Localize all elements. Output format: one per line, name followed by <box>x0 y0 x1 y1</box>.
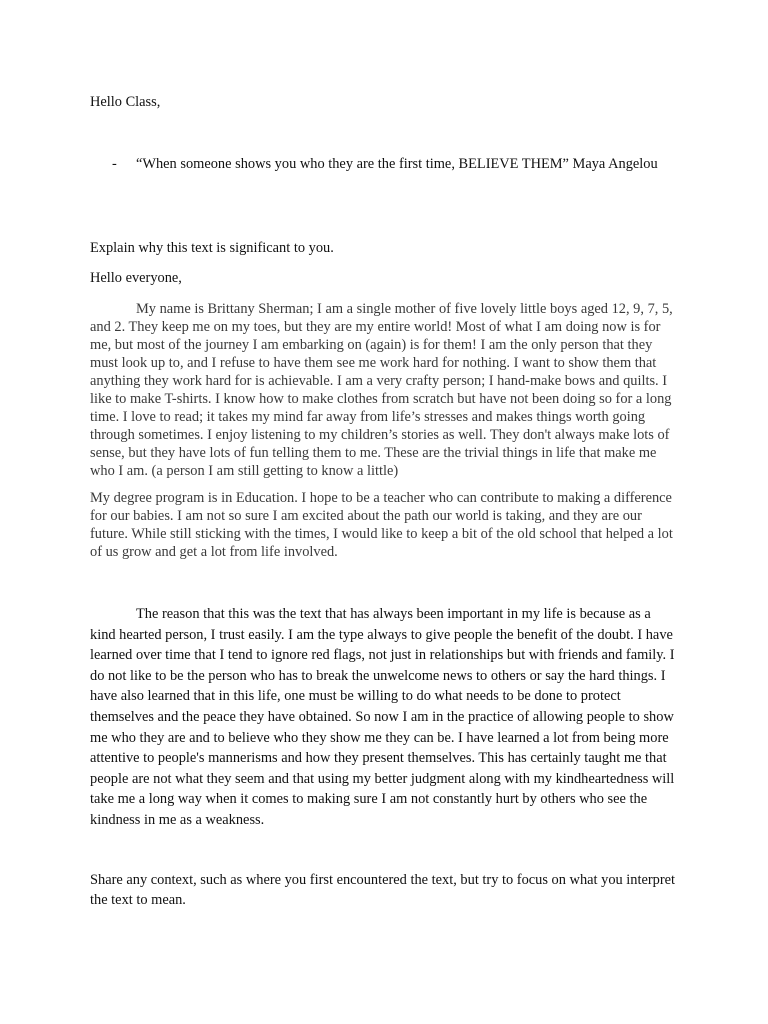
quote-list-item <box>90 154 678 175</box>
degree-paragraph: My degree program is in Education. I hope to be a teacher who can contribute to making a difference for our babies. I am not so sure I am excited about the path our world is taking, and they are our future. While still sticking with the times, I would like to keep a bit of the old school that helped a lot of us grow and get a lot from life involved. <box>90 490 673 560</box>
prompt-context: Share any context, such as where you first encountered the text, but try to focus on what you interpret the text to mean. <box>90 872 676 908</box>
prompt-explain: Explain why this text is significant to you. <box>90 240 334 256</box>
greeting: Hello Class, <box>90 94 161 110</box>
reason-paragraph: The reason that this was the text that has always been important in my life is because as a kind hearted person, I trust easily. I am the type always to give people the benefit of the doubt. I have learned over time that I tend to ignore red flags, not just in relationships but with friends and family. I do not like to be the person who has to break the unwelcome news to others or say the hard things. I have also learned that in this life, one must be willing to do what needs to be done to protect themselves and the peace they have obtained. So now I am in the practice of allowing people to show me who they are and to believe who they show me they can be. I have learned a lot from being more attentive to people's mannerisms and how they present themselves. This has certainly taught me that people are not what they seem and that using my better judgment along with my kindheartedness will take me a long way when it comes to making sure I am not constantly hurt by others who see the kindness in me as a weakness. <box>90 606 675 828</box>
salutation: Hello everyone, <box>90 270 182 286</box>
intro-paragraph: My name is Brittany Sherman; I am a single mother of five lovely little boys aged 12, 9, 7, 5, and 2. They keep me on my toes, but they are my entire world! Most of what I am doing now is for me, but most of the journey I am embarking on (again) is for them! I am the only person that they must look up to, and I refuse to have them see me work hard for nothing. I want to show them that anything they work hard for is achievable. I am a very crafty person; I hand-make bows and quilts. I like to make T-shirts. I know how to make clothes from scratch but have not been doing so for a long time. I love to read; it takes my mind far away from life’s stresses and makes things worth going through sometimes. I enjoy listening to my children’s stories as well. They don't always make lots of sense, but they have lots of fun telling them to me. These are the trivial things in life that make me who I am. (a person I am still getting to know a little) <box>90 301 673 479</box>
quote-text: “When someone shows you who they are the first time, BELIEVE THEM” Maya Angelou <box>136 156 658 172</box>
list-bullet: - <box>112 156 117 172</box>
